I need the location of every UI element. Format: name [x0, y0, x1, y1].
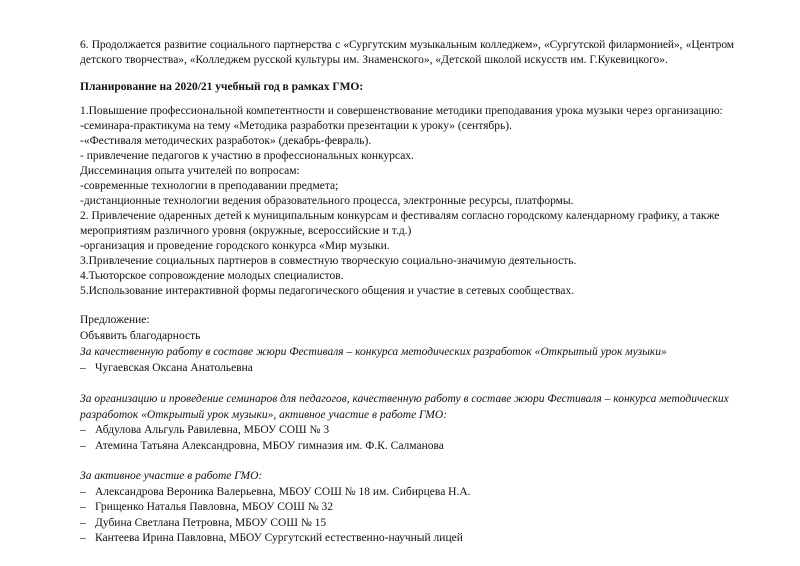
- partnership-paragraph-line: 6. Продолжается развитие социального партнерства с «Сургутским музыкальным колледжем», «Сургутской филармонией», «Центром: [80, 39, 734, 51]
- list-dash: –: [80, 424, 86, 436]
- award-caption: За активное участие в работе ГМО:: [80, 470, 263, 482]
- planning-line: -дистанционные технологии ведения образовательного процесса, электронные ресурсы, платформы.: [80, 195, 574, 207]
- planning-line: -организация и проведение городского конкурса «Мир музыки.: [80, 240, 390, 252]
- proposal-subtitle: Объявить благодарность: [80, 330, 201, 342]
- award-list-item: [80, 439, 444, 453]
- person-name: Александрова Вероника Валерьевна, МБОУ СОШ № 18 им. Сибирцева Н.А.: [95, 485, 471, 498]
- planning-line: мероприятиям различного уровня (окружные, всероссийские и т.д.): [80, 225, 412, 237]
- person-name: Грищенко Наталья Павловна, МБОУ СОШ № 32: [95, 501, 334, 513]
- award-list-item: [80, 500, 333, 514]
- planning-line: 2. Привлечение одаренных детей к муниципальным конкурсам и фестивалям согласно городскому календарному графику, а также: [80, 210, 720, 222]
- award-list-item: [80, 423, 329, 437]
- planning-line: 4.Тьюторское сопровождение молодых специалистов.: [80, 270, 344, 282]
- person-name: Атемина Татьяна Александровна, МБОУ гимназия им. Ф.К. Салманова: [95, 439, 444, 452]
- planning-line: 5.Использование интерактивной формы педагогического общения и участие в сетевых сообществах.: [80, 285, 575, 297]
- planning-line: -современные технологии в преподавании предмета;: [80, 180, 339, 192]
- list-dash: –: [80, 485, 86, 498]
- planning-line: Диссеминация опыта учителей по вопросам:: [80, 165, 300, 177]
- list-dash: –: [80, 439, 86, 452]
- award-list-item: [80, 516, 326, 530]
- partnership-paragraph-line: детского творчества», «Колледжем русской культуры им. Знаменского», «Детской школой искусств им. Г.Кукевицкого».: [80, 54, 668, 66]
- proposal-title: Предложение:: [80, 314, 150, 326]
- award-caption: За организацию и проведение семинаров для педагогов, качественную работу в составе жюри Фестиваля – конкурса методических: [80, 393, 729, 405]
- award-list-item: [80, 485, 471, 499]
- person-name: Дубина Светлана Петровна, МБОУ СОШ № 15: [95, 516, 327, 529]
- planning-line: -«Фестиваля методических разработок» (декабрь-февраль).: [80, 135, 372, 147]
- person-name: Абдулова Альгуль Равилевна, МБОУ СОШ № 3: [95, 424, 330, 436]
- award-caption: разработок «Открытый урок музыки», активное участие в работе ГМО:: [80, 408, 448, 421]
- award-list-item: [80, 531, 463, 545]
- planning-line: 3.Привлечение социальных партнеров в совместную творческую социально-значимую деятельность.: [80, 255, 577, 267]
- person-name: Кантеева Ирина Павловна, МБОУ Сургутский естественно-научный лицей: [95, 532, 463, 544]
- award-list-item: [80, 361, 253, 375]
- award-caption: За качественную работу в составе жюри Фестиваля – конкурса методических разработок «Открытый урок музыки»: [80, 346, 667, 358]
- planning-heading: Планирование на 2020/21 учебный год в рамках ГМО:: [80, 81, 364, 93]
- planning-line: - привлечение педагогов к участию в профессиональных конкурсах.: [80, 150, 414, 162]
- list-dash: –: [80, 532, 86, 544]
- planning-line: 1.Повышение профессиональной компетентности и совершенствование методики преподавания урока музыки через организацию:: [80, 105, 723, 117]
- planning-line: -семинара-практикума на тему «Методика разработки презентации к уроку» (сентябрь).: [80, 120, 512, 132]
- person-name: Чугаевская Оксана Анатольевна: [95, 361, 253, 374]
- list-dash: –: [80, 361, 86, 374]
- list-dash: –: [80, 501, 86, 513]
- list-dash: –: [80, 516, 86, 529]
